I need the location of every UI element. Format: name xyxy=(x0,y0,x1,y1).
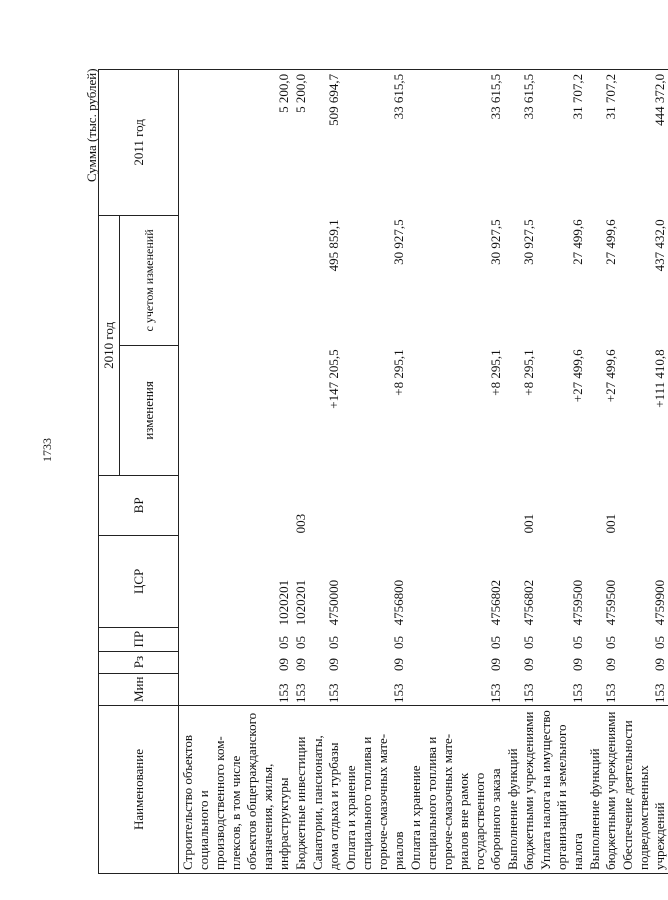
cell-changes: +111 410,8 xyxy=(652,349,667,408)
cell-changes: +27 499,6 xyxy=(570,349,585,403)
cell-min: 153 xyxy=(276,683,291,703)
cell-vr xyxy=(179,475,293,535)
header-min: Мин xyxy=(99,673,179,705)
header-pr: ПР xyxy=(99,627,179,651)
table-row xyxy=(342,69,407,873)
header-name: Наименование xyxy=(99,706,179,874)
cell-2011: 5 200,0 xyxy=(292,69,309,215)
cell-vr xyxy=(309,475,342,535)
cell-pr: 05 xyxy=(293,636,308,650)
cell-with-changes: 30 927,5 xyxy=(488,219,503,265)
table-row xyxy=(407,69,504,873)
cell-pr: 05 xyxy=(652,636,667,650)
table-row xyxy=(179,69,293,873)
cell-min: 153 xyxy=(293,683,308,703)
cell-rz: 09 xyxy=(326,658,341,672)
cell-2011: 444 372,0 xyxy=(619,69,668,215)
header-csr: ЦСР xyxy=(99,535,179,627)
cell-2011: 31 707,2 xyxy=(537,69,586,215)
cell-min: 153 xyxy=(326,683,341,703)
table-row xyxy=(292,69,309,873)
page-number: 1733 xyxy=(40,438,54,462)
cell-2011: 33 615,5 xyxy=(407,69,504,215)
cell-vr: 003 xyxy=(293,513,308,534)
cell-min: 153 xyxy=(391,683,406,703)
cell-with-changes: 30 927,5 xyxy=(521,219,536,265)
header-year-2011: 2011 год xyxy=(99,69,179,215)
cell-changes xyxy=(179,345,293,475)
cell-with-changes: 495 859,1 xyxy=(326,219,341,272)
cell-changes: +8 295,1 xyxy=(488,349,503,396)
cell-min: 153 xyxy=(570,683,585,703)
cell-name: Выполнение функций бюджетными учреждениями xyxy=(504,706,537,874)
budget-table xyxy=(98,69,668,874)
cell-name: Выполнение функций бюджетными учреждениями xyxy=(586,706,619,874)
cell-2011: 33 615,5 xyxy=(342,69,407,215)
cell-rz: 09 xyxy=(570,658,585,672)
table-caption: Сумма (тыс. рублей) xyxy=(84,68,99,182)
cell-min: 153 xyxy=(521,683,536,703)
cell-csr: 4750000 xyxy=(326,579,341,626)
cell-min: 153 xyxy=(603,683,618,703)
table-row xyxy=(586,69,619,873)
cell-with-changes: 27 499,6 xyxy=(603,219,618,265)
cell-min: 153 xyxy=(488,683,503,703)
cell-changes: +147 205,5 xyxy=(326,349,341,409)
cell-csr: 4756802 xyxy=(488,579,503,626)
cell-changes: +8 295,1 xyxy=(391,349,406,396)
header-year-2010: 2010 год xyxy=(99,215,120,475)
cell-csr: 4759500 xyxy=(603,579,618,626)
cell-pr: 05 xyxy=(521,636,536,650)
cell-rz: 09 xyxy=(603,658,618,672)
cell-rz: 09 xyxy=(652,658,667,672)
cell-rz: 09 xyxy=(293,658,308,672)
cell-csr: 1020201 xyxy=(293,579,308,626)
header-changes: изменения xyxy=(120,345,179,475)
cell-with-changes xyxy=(179,215,293,345)
table-row xyxy=(537,69,586,873)
header-rz: Рз xyxy=(99,651,179,673)
cell-2011: 33 615,5 xyxy=(504,69,537,215)
cell-pr: 05 xyxy=(391,636,406,650)
cell-pr: 05 xyxy=(603,636,618,650)
cell-min: 153 xyxy=(652,683,667,703)
table-body xyxy=(179,69,668,873)
cell-2011: 5 200,0 xyxy=(179,69,293,215)
cell-name: Оплата и хранение специального топлива и горюче-смазочных материалов вне рамок государственного оборонного заказа xyxy=(407,706,504,874)
cell-name: Оплата и хранение специального топлива и горюче-смазочных материалов xyxy=(342,706,407,874)
table-row xyxy=(619,69,668,873)
cell-name: Уплата налога на имущество организаций и земельного налога xyxy=(537,706,586,874)
cell-name: Строительство объектов социального и производственного комплексов, в том числе объектов общегражданского назначения, жилья, инфраструктуры xyxy=(179,706,293,874)
cell-vr: 001 xyxy=(603,513,618,534)
cell-changes: +27 499,6 xyxy=(603,349,618,403)
cell-rz: 09 xyxy=(391,658,406,672)
cell-changes xyxy=(292,345,309,475)
cell-vr xyxy=(537,475,586,535)
cell-with-changes: 27 499,6 xyxy=(570,219,585,265)
cell-2011: 509 694,7 xyxy=(309,69,342,215)
cell-vr xyxy=(619,475,668,535)
cell-name: Бюджетные инвестиции xyxy=(292,706,309,874)
cell-pr: 05 xyxy=(276,636,291,650)
table-row xyxy=(504,69,537,873)
cell-csr: 4759900 xyxy=(652,579,667,626)
cell-with-changes xyxy=(292,215,309,345)
cell-pr: 05 xyxy=(488,636,503,650)
cell-pr: 05 xyxy=(326,636,341,650)
cell-csr: 1020201 xyxy=(276,579,291,626)
cell-with-changes: 437 432,0 xyxy=(652,219,667,272)
cell-csr: 4756802 xyxy=(521,579,536,626)
table-row xyxy=(309,69,342,873)
cell-2011: 31 707,2 xyxy=(586,69,619,215)
cell-vr xyxy=(407,475,504,535)
cell-pr: 05 xyxy=(570,636,585,650)
cell-vr: 001 xyxy=(521,513,536,534)
cell-rz: 09 xyxy=(276,658,291,672)
cell-with-changes: 30 927,5 xyxy=(391,219,406,265)
header-vr: ВР xyxy=(99,475,179,535)
cell-name: Обеспечение деятельности подведомственных учреждений xyxy=(619,706,668,874)
cell-vr xyxy=(342,475,407,535)
header-with-changes: с учетом изменений xyxy=(120,215,179,345)
cell-rz: 09 xyxy=(521,658,536,672)
cell-rz: 09 xyxy=(488,658,503,672)
cell-csr: 4759500 xyxy=(570,579,585,626)
cell-csr: 4756800 xyxy=(391,579,406,626)
cell-changes: +8 295,1 xyxy=(521,349,536,396)
cell-name: Санатории, пансионаты, дома отдыха и турбазы xyxy=(309,706,342,874)
